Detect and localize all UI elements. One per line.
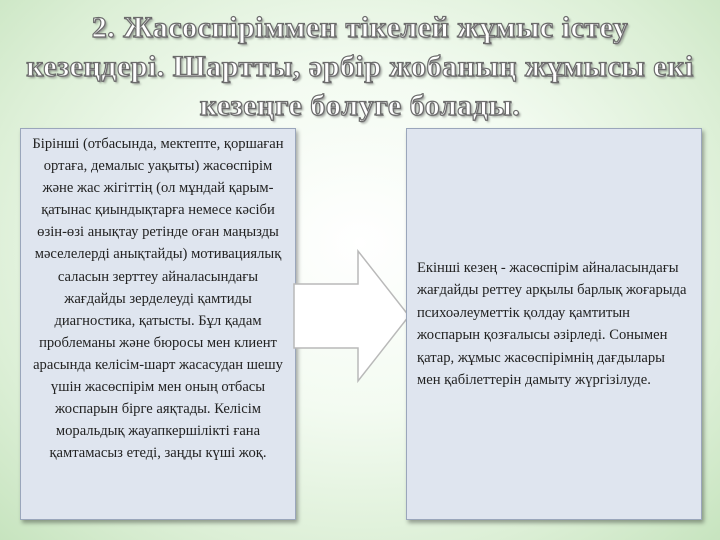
slide-title: 2. Жасөспіріммен тікелей жұмыс істеу кезеңдері. Шартты, әрбір жобаның жұмысы екі кезеңге бөлуге болады. — [26, 11, 694, 122]
stage-two-text: Екінші кезең - жасөспірім айналасындағы жағдайды реттеу арқылы барлық жоғарыда психоәлеуметтік қолдау қамтитын жоспарын қозғалысы әзірледі. Сонымен қатар, жұмыс жасөспірімнің дағдылары мен қабілеттерін дамыту жүргізілуде. — [417, 259, 687, 388]
stage-one-box — [20, 128, 296, 520]
right-arrow-icon — [292, 248, 412, 384]
stage-one-text: Бірінші (отбасында, мектепте, қоршаған ортаға, демалыс уақыты) жасөспірім және жас жігіттің (ол мұндай қарым-қатынас қиындықтарға немесе кәсіби өзін-өзі анықтау ретінде оған маңызды мәселелерді анықтайды) мотивациялық саласын зерттеу айналасындағы жағдайды зерделеуді қамтиды диагностика, қатысты. Бұл қадам проблеманы және бюросы мен клиент арасында келісім-шарт жасасудан шешу үшін жасөспірім мен оның отбасы жоспарын бірге аяқтады. Келісім моральдық жауапкершілікті ғана қамтамасыз етеді, заңды күші жоқ. — [32, 136, 284, 462]
stage-two-box — [406, 128, 702, 520]
